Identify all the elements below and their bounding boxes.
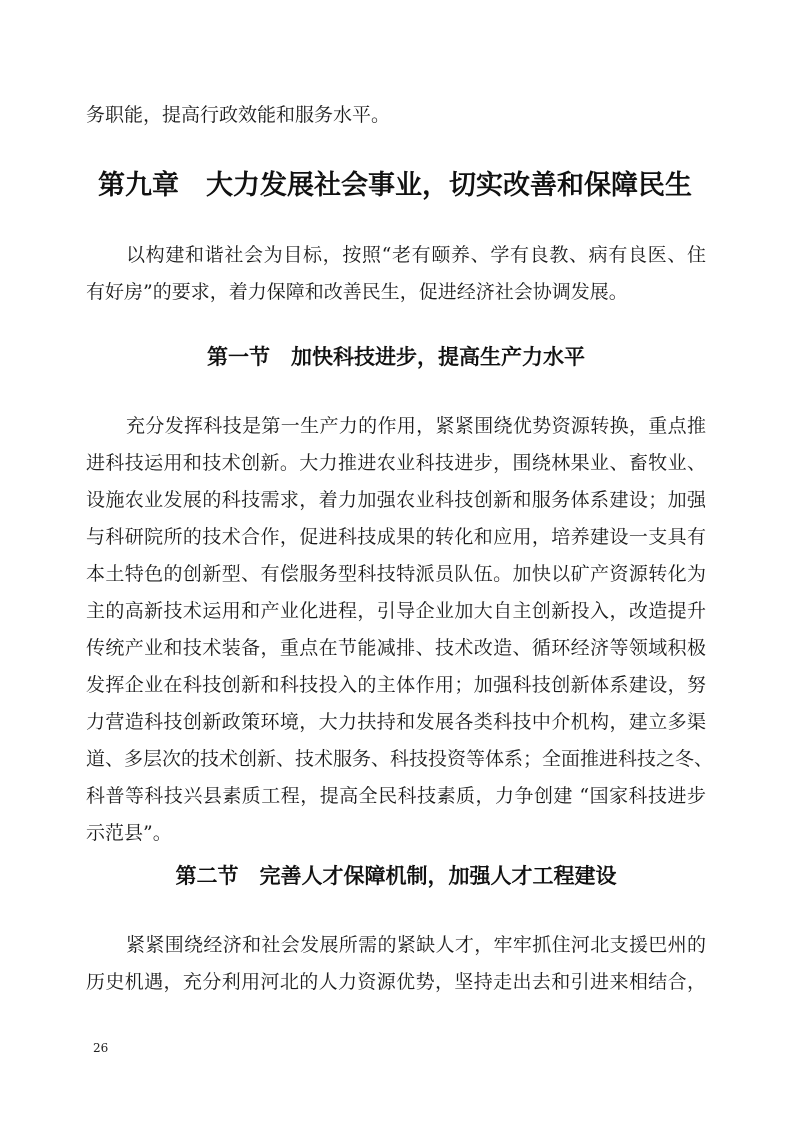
paragraph-line: 本土特色的创新型、有偿服务型科技特派员队伍。加快以矿产资源转化为 bbox=[86, 563, 706, 585]
section-title: 第一节 加快科技进步，提高生产力水平 bbox=[207, 345, 585, 369]
paragraph-line: 务职能，提高行政效能和服务水平。 bbox=[86, 104, 391, 126]
paragraph-line: 历史机遇，充分利用河北的人力资源优势，坚持走出去和引进来相结合， bbox=[86, 971, 706, 993]
paragraph-line: 充分发挥科技是第一生产力的作用，紧紧围绕优势资源转换，重点推 bbox=[126, 415, 706, 437]
paragraph-line: 科普等科技兴县素质工程，提高全民科技素质，力争创建 “国家科技进步 bbox=[86, 785, 706, 807]
section-title: 第二节 完善人才保障机制，加强人才工程建设 bbox=[175, 864, 617, 888]
paragraph-line: 力营造科技创新政策环境，大力扶持和发展各类科技中介机构，建立多渠 bbox=[86, 711, 706, 733]
paragraph-line: 发挥企业在科技创新和科技投入的主体作用；加强科技创新体系建设，努 bbox=[86, 674, 706, 696]
paragraph-line: 有好房”的要求，着力保障和改善民生，促进经济社会协调发展。 bbox=[86, 281, 628, 303]
paragraph-line: 传统产业和技术装备，重点在节能减排、技术改造、循环经济等领域积极 bbox=[86, 637, 706, 659]
paragraph-line: 以构建和谐社会为目标，按照“老有颐养、学有良教、病有良医、住 bbox=[126, 244, 706, 266]
paragraph-line: 与科研院所的技术合作，促进科技成果的转化和应用，培养建设一支具有 bbox=[86, 526, 706, 548]
paragraph-line: 设施农业发展的科技需求，着力加强农业科技创新和服务体系建设；加强 bbox=[86, 489, 706, 511]
paragraph-line: 进科技运用和技术创新。大力推进农业科技进步，围绕林果业、畜牧业、 bbox=[86, 452, 706, 474]
page-number: 26 bbox=[93, 1041, 109, 1055]
paragraph-line: 主的高新技术运用和产业化进程，引导企业加大自主创新投入，改造提升 bbox=[86, 600, 706, 622]
paragraph-line: 紧紧围绕经济和社会发展所需的紧缺人才，牢牢抓住河北支援巴州的 bbox=[126, 934, 706, 956]
paragraph-line: 示范县”。 bbox=[86, 822, 172, 844]
paragraph-line: 道、多层次的技术创新、技术服务、科技投资等体系；全面推进科技之冬、 bbox=[86, 748, 714, 770]
chapter-title: 第九章 大力发展社会事业，切实改善和保障民生 bbox=[98, 170, 692, 201]
